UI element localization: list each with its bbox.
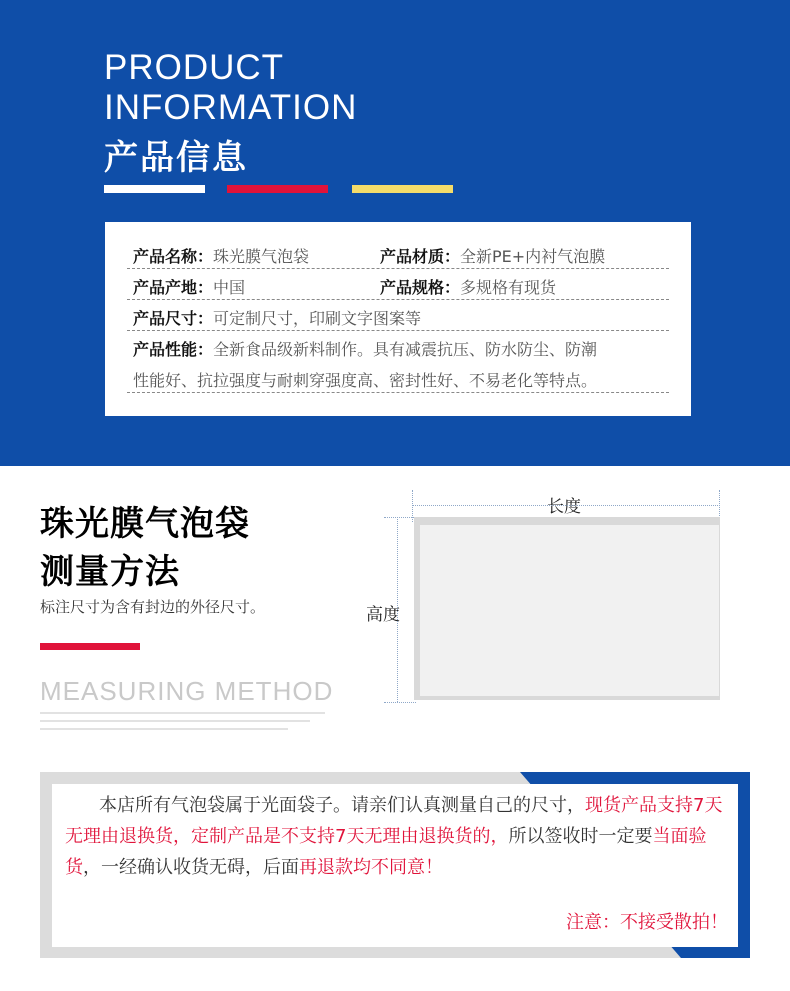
english-title-line2: INFORMATION: [104, 88, 358, 127]
measuring-subtitle: 标注尺寸为含有封边的外径尺寸。: [40, 598, 266, 616]
measuring-title-line2: 测量方法: [40, 552, 180, 592]
measuring-title-line1: 珠光膜气泡袋: [40, 504, 250, 544]
white-accent-bar: [104, 185, 205, 193]
info-value: 中国: [213, 278, 246, 297]
notice-highlight: 再退款均不同意！: [299, 857, 443, 878]
info-label: 产品尺寸：: [133, 309, 214, 328]
notice-text-part: 本店所有气泡袋属于光面袋子。请亲们认真测量自己的尺寸，: [99, 795, 585, 816]
notice-text-part: 所以签收时一定要: [508, 826, 653, 847]
fine-print-line: [40, 728, 288, 730]
notice-highlight: 当面验货: [65, 826, 707, 878]
red-accent-bar: [227, 185, 328, 193]
info-label: 产品名称：: [133, 247, 214, 266]
info-row: [127, 238, 669, 269]
dimension-guide: [384, 702, 416, 703]
info-value: 全新PE+内衬气泡膜: [460, 247, 606, 266]
info-value: 性能好、抗拉强度与耐刺穿强度高、密封性好、不易老化等特点。: [133, 371, 598, 390]
fine-print-line: [40, 712, 325, 714]
notice-warning: 注意：不接受散拍！: [566, 912, 728, 933]
info-cell: [380, 244, 605, 267]
info-label: 产品性能：: [133, 340, 214, 359]
info-row: [127, 331, 669, 362]
english-title-line1: PRODUCT: [104, 48, 285, 87]
info-cell: [133, 306, 421, 329]
height-dimension-line: [397, 517, 398, 702]
info-cell: [133, 244, 309, 267]
info-cell: [133, 337, 597, 360]
info-label: 产品规格：: [380, 278, 461, 297]
measuring-english-title: MEASURING METHOD: [40, 676, 334, 706]
dimension-guide: [384, 517, 416, 518]
notice-highlight: 现货产品支持7天无理由退换货，定制产品是不支持7天无理由退换货的，: [65, 795, 723, 847]
measuring-title: [40, 500, 250, 596]
section-title: 产品信息: [104, 138, 248, 178]
length-dimension-line: [412, 505, 720, 506]
info-row-continuation: [127, 362, 669, 393]
info-label: 产品材质：: [380, 247, 461, 266]
product-info-card: [105, 222, 691, 416]
info-value: 多规格有现货: [460, 278, 557, 297]
info-value: 可定制尺寸，印刷文字图案等: [213, 309, 422, 328]
red-accent-bar: [40, 643, 140, 650]
info-row: [127, 300, 669, 331]
info-value: 珠光膜气泡袋: [213, 247, 310, 266]
bag-diagram: [420, 525, 719, 696]
product-info-section: [0, 0, 790, 466]
info-cell: [133, 275, 245, 298]
info-row: [127, 269, 669, 300]
info-label: 产品产地：: [133, 278, 214, 297]
height-label: 高度: [366, 605, 400, 625]
notice-text-part: ，一经确认收货无碍，后面: [83, 857, 299, 878]
info-cell: [380, 275, 556, 298]
info-value: 全新食品级新料制作。具有减震抗压、防水防尘、防潮: [213, 340, 598, 359]
yellow-accent-bar: [352, 185, 453, 193]
length-label: 长度: [547, 497, 581, 517]
notice-text: [65, 790, 730, 883]
fine-print-line: [40, 720, 310, 722]
notice-card: [52, 784, 738, 947]
